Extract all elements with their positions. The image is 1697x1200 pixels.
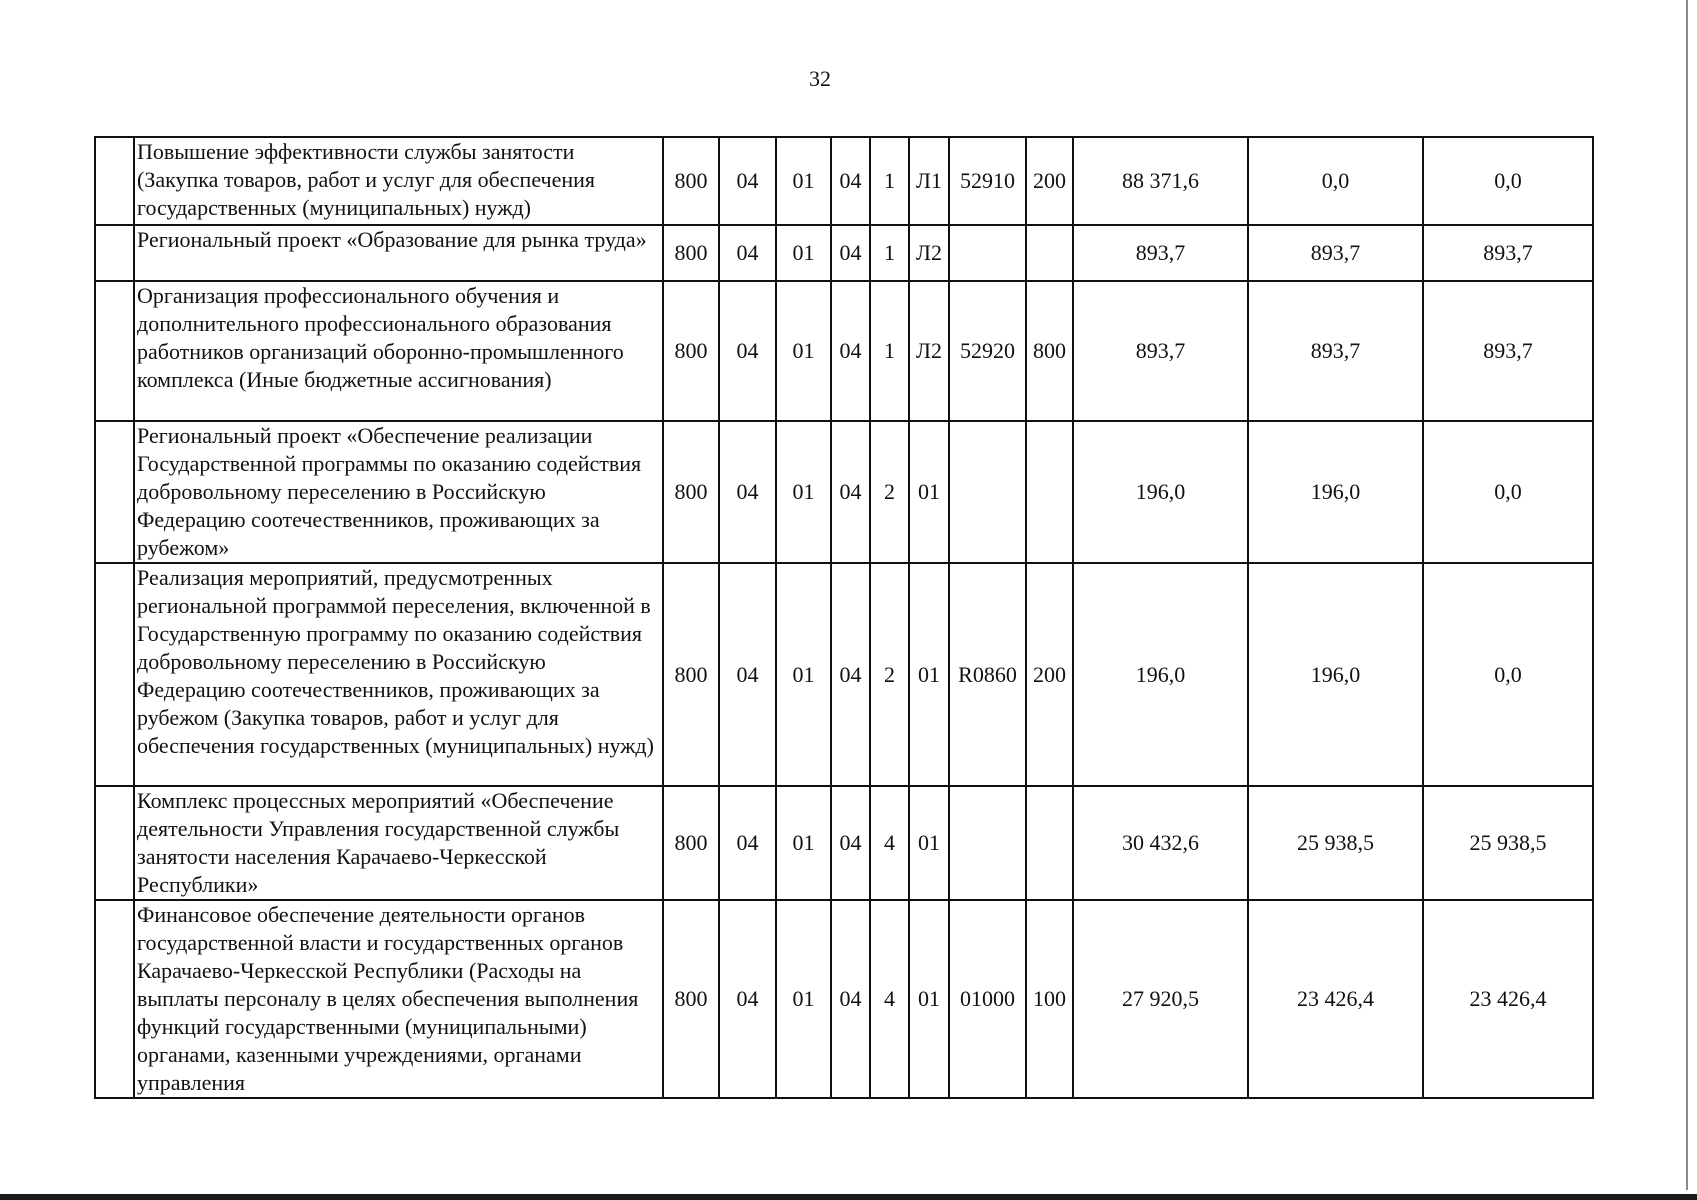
section-code: 04 bbox=[719, 225, 776, 281]
subsection-code: 01 bbox=[776, 900, 831, 1098]
project-code: 01 bbox=[909, 563, 949, 786]
amount-year-1: 88 371,6 bbox=[1073, 137, 1248, 225]
table-row bbox=[95, 900, 1593, 1098]
subprogram-code: 4 bbox=[870, 786, 909, 900]
subprogram-code: 2 bbox=[870, 563, 909, 786]
expense-type-code bbox=[1026, 421, 1073, 563]
direction-code: 52910 bbox=[949, 137, 1026, 225]
amount-year-3: 0,0 bbox=[1423, 421, 1593, 563]
expense-type-code: 200 bbox=[1026, 563, 1073, 786]
amount-year-3: 893,7 bbox=[1423, 225, 1593, 281]
row-description: Региональный проект «Образование для рынка труда» bbox=[134, 225, 663, 281]
row-index-cell bbox=[95, 225, 134, 281]
expense-type-code bbox=[1026, 225, 1073, 281]
program-code: 04 bbox=[831, 225, 870, 281]
expense-type-code: 100 bbox=[1026, 900, 1073, 1098]
amount-year-2: 893,7 bbox=[1248, 225, 1423, 281]
section-code: 04 bbox=[719, 563, 776, 786]
row-description: Повышение эффективности службы занятости (Закупка товаров, работ и услуг для обеспечения государственных (муниципальных) нужд) bbox=[134, 137, 663, 225]
amount-year-3: 23 426,4 bbox=[1423, 900, 1593, 1098]
table-row bbox=[95, 563, 1593, 786]
scan-edge bbox=[1686, 0, 1688, 1190]
amount-year-1: 196,0 bbox=[1073, 563, 1248, 786]
row-description: Региональный проект «Обеспечение реализации Государственной программы по оказанию содействия добровольному переселению в Российскую Федерацию соотечественников, проживающих за рубежом» bbox=[134, 421, 663, 563]
table-row bbox=[95, 786, 1593, 900]
subsection-code: 01 bbox=[776, 786, 831, 900]
amount-year-2: 23 426,4 bbox=[1248, 900, 1423, 1098]
program-code: 04 bbox=[831, 421, 870, 563]
project-code: 01 bbox=[909, 421, 949, 563]
table-row bbox=[95, 225, 1593, 281]
admin-code: 800 bbox=[663, 137, 719, 225]
admin-code: 800 bbox=[663, 786, 719, 900]
table-row bbox=[95, 421, 1593, 563]
program-code: 04 bbox=[831, 137, 870, 225]
amount-year-2: 196,0 bbox=[1248, 421, 1423, 563]
admin-code: 800 bbox=[663, 225, 719, 281]
program-code: 04 bbox=[831, 281, 870, 421]
budget-table bbox=[94, 136, 1594, 1099]
amount-year-2: 893,7 bbox=[1248, 281, 1423, 421]
section-code: 04 bbox=[719, 281, 776, 421]
direction-code: 52920 bbox=[949, 281, 1026, 421]
admin-code: 800 bbox=[663, 563, 719, 786]
row-description: Финансовое обеспечение деятельности органов государственной власти и государственных органов Карачаево-Черкесской Республики (Расходы на выплаты персоналу в целях обеспечения выполнения функций государственными (муниципальными) органами, казенными учреждениями, органами управления bbox=[134, 900, 663, 1098]
amount-year-3: 0,0 bbox=[1423, 137, 1593, 225]
table-row bbox=[95, 281, 1593, 421]
subprogram-code: 4 bbox=[870, 900, 909, 1098]
project-code: Л2 bbox=[909, 281, 949, 421]
subprogram-code: 2 bbox=[870, 421, 909, 563]
amount-year-2: 196,0 bbox=[1248, 563, 1423, 786]
row-index-cell bbox=[95, 137, 134, 225]
amount-year-1: 893,7 bbox=[1073, 281, 1248, 421]
project-code: Л2 bbox=[909, 225, 949, 281]
table-row bbox=[95, 137, 1593, 225]
subsection-code: 01 bbox=[776, 563, 831, 786]
subsection-code: 01 bbox=[776, 137, 831, 225]
amount-year-3: 0,0 bbox=[1423, 563, 1593, 786]
admin-code: 800 bbox=[663, 421, 719, 563]
subsection-code: 01 bbox=[776, 421, 831, 563]
expense-type-code bbox=[1026, 786, 1073, 900]
program-code: 04 bbox=[831, 786, 870, 900]
amount-year-2: 25 938,5 bbox=[1248, 786, 1423, 900]
project-code: 01 bbox=[909, 900, 949, 1098]
row-index-cell bbox=[95, 563, 134, 786]
section-code: 04 bbox=[719, 900, 776, 1098]
section-code: 04 bbox=[719, 137, 776, 225]
page-number: 32 bbox=[809, 66, 831, 91]
amount-year-3: 25 938,5 bbox=[1423, 786, 1593, 900]
row-index-cell bbox=[95, 786, 134, 900]
subprogram-code: 1 bbox=[870, 225, 909, 281]
direction-code bbox=[949, 786, 1026, 900]
subsection-code: 01 bbox=[776, 281, 831, 421]
row-description: Реализация мероприятий, предусмотренных региональной программой переселения, включенной в Государственную программу по оказанию содействия добровольному переселению в Российскую Федерацию соотечественников, проживающих за рубежом (Закупка товаров, работ и услуг для обеспечения государственных (муниципальных) нужд) bbox=[134, 563, 663, 786]
row-index-cell bbox=[95, 421, 134, 563]
row-index-cell bbox=[95, 281, 134, 421]
program-code: 04 bbox=[831, 563, 870, 786]
section-code: 04 bbox=[719, 786, 776, 900]
direction-code bbox=[949, 225, 1026, 281]
row-description: Комплекс процессных мероприятий «Обеспечение деятельности Управления государственной службы занятости населения Карачаево-Черкесской Республики» bbox=[134, 786, 663, 900]
section-code: 04 bbox=[719, 421, 776, 563]
row-description: Организация профессионального обучения и дополнительного профессионального образования работников организаций оборонно-промышленного комплекса (Иные бюджетные ассигнования) bbox=[134, 281, 663, 421]
amount-year-2: 0,0 bbox=[1248, 137, 1423, 225]
direction-code: 01000 bbox=[949, 900, 1026, 1098]
amount-year-3: 893,7 bbox=[1423, 281, 1593, 421]
direction-code bbox=[949, 421, 1026, 563]
amount-year-1: 30 432,6 bbox=[1073, 786, 1248, 900]
scan-bottom-border bbox=[0, 1194, 1697, 1200]
admin-code: 800 bbox=[663, 281, 719, 421]
table-body bbox=[95, 137, 1593, 1098]
amount-year-1: 27 920,5 bbox=[1073, 900, 1248, 1098]
subprogram-code: 1 bbox=[870, 281, 909, 421]
project-code: Л1 bbox=[909, 137, 949, 225]
amount-year-1: 893,7 bbox=[1073, 225, 1248, 281]
subsection-code: 01 bbox=[776, 225, 831, 281]
subprogram-code: 1 bbox=[870, 137, 909, 225]
project-code: 01 bbox=[909, 786, 949, 900]
admin-code: 800 bbox=[663, 900, 719, 1098]
direction-code: R0860 bbox=[949, 563, 1026, 786]
row-index-cell bbox=[95, 900, 134, 1098]
expense-type-code: 200 bbox=[1026, 137, 1073, 225]
amount-year-1: 196,0 bbox=[1073, 421, 1248, 563]
program-code: 04 bbox=[831, 900, 870, 1098]
expense-type-code: 800 bbox=[1026, 281, 1073, 421]
